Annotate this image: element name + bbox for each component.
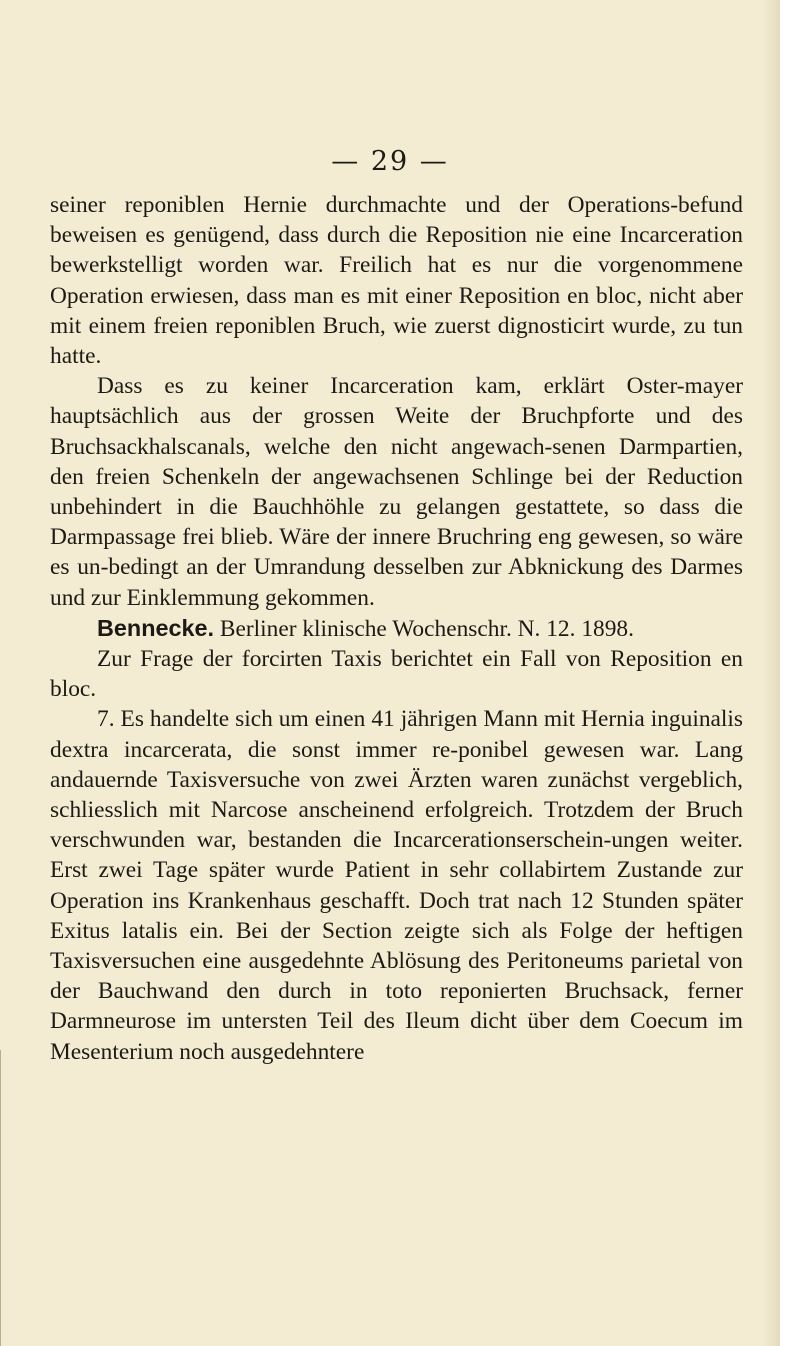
paragraph-5: 7. Es handelte sich um einen 41 jährigen Mann mit Hernia inguinalis dextra incarcerata, die sonst immer re-ponibel gewesen war. Lang andauernde Taxisversuche von zwei Ärzten waren zunächst vergeblich, schliesslich mit Narcose anscheinend erfolgreich. Trotzdem der Bruch verschwunden war, bestanden die Incarcerationserschein-ungen weiter. Erst zwei Tage später wurde Patient in sehr collabirtem Zustande zur Operation ins Krankenhaus geschafft. Doch trat nach 12 Stunden später Exitus latalis ein. Bei der Section zeigte sich als Folge der heftigen Taxisversuchen eine ausgedehnte Ablösung des Peritoneums parietal von der Bauchwand den durch in toto reponierten Bruchsack, ferner Darmneurose im untersten Teil des Ileum dicht über dem Coecum im Mesenterium noch ausgedehntere: [50, 706, 743, 1065]
citation-paragraph: [50, 613, 743, 644]
page-edge-line: [0, 1050, 1, 1346]
body-text: [50, 190, 743, 1067]
citation-author: Bennecke.: [97, 614, 215, 641]
paragraph-2: Dass es zu keiner Incarceration kam, erklärt Oster-mayer hauptsächlich aus der grossen Weite der Bruchpforte und des Bruchsackhalscanals, welche den nicht angewach-senen Darmpartien, den freien Schenkeln der angewachsenen Schlinge bei der Reduction unbehindert in die Bauchhöhle zu gelangen gestattete, so dass die Darmpassage frei blieb. Wäre der innere Bruchring eng gewesen, so wäre es un-bedingt an der Umrandung desselben zur Abknickung des Darmes und zur Einklemmung gekommen.: [50, 373, 743, 611]
page-number-header: — 29 —: [331, 146, 449, 177]
citation-source: Berliner klinische Wochenschr. N. 12. 1898.: [214, 615, 634, 642]
paragraph-1: seiner reponiblen Hernie durchmachte und der Operations-befund beweisen es genügend, dass durch die Reposition nie eine Incarceration bewerkstelligt worden war. Freilich hat es nur die vorgenommene Operation erwiesen, dass man es mit einer Reposition en bloc, nicht aber mit einem freien reponiblen Bruch, wie zuerst dignosticirt wurde, zu tun hatte.: [50, 192, 743, 370]
paragraph-4: Zur Frage der forcirten Taxis berichtet ein Fall von Reposition en bloc.: [50, 646, 743, 703]
